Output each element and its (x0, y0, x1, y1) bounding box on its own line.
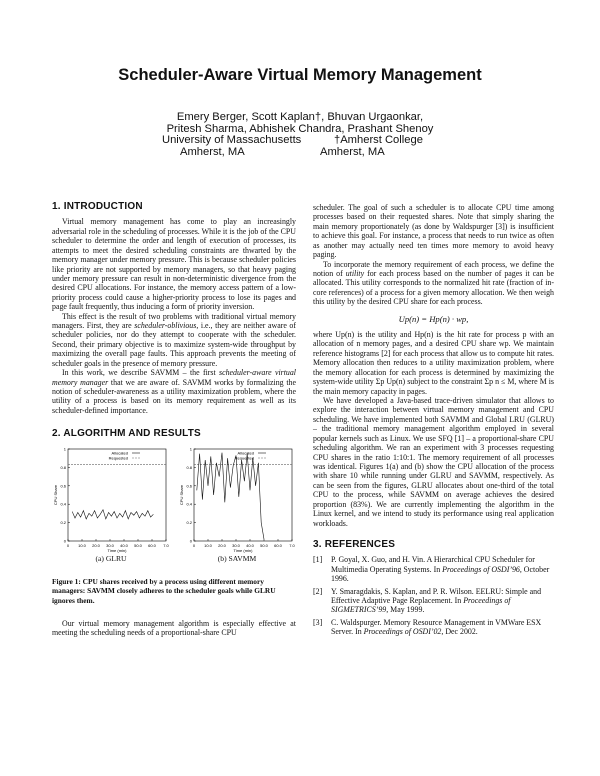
x-tick-label: 50.0 (260, 542, 268, 548)
y-tick-label: 0 (63, 538, 66, 544)
plot-frame (68, 449, 166, 541)
glru-chart (52, 445, 170, 553)
savmm-chart (178, 445, 296, 553)
legend-label-requested: Requested (234, 455, 254, 461)
legend-label-allocated: Allocated (237, 450, 254, 456)
right-paragraph-2: To incorporate the memory requirement of each process, we define the notion of utility for each process based on the number of pages it can be allocated. This utility corresponds to the normalized hit rate (fraction of in-core references) of a process for a given memory allocation. We then weigh this utility by the desired CPU share for each process. (313, 259, 554, 307)
x-tick-label: 0 (66, 542, 70, 548)
x-tick-label: 0 (192, 542, 196, 548)
x-tick-label: 10.0 (78, 542, 86, 548)
y-tick-label: 0.6 (60, 483, 66, 489)
section-heading-algorithm: 2. ALGORITHM AND RESULTS (52, 428, 201, 440)
x-tick-label: 30.0 (232, 542, 240, 548)
y-axis-label: CPU Share (179, 484, 184, 505)
intro-paragraph-3: In this work, we describe SAVMM – the first scheduler-aware virtual memory manager that we are aware of. SAVMM works by formalizing the notion of scheduler-awareness as a utility maximization problem, where the utility of a process is based on its memory requirement as well as its scheduler-defined importance. (52, 368, 296, 415)
y-tick-label: 0.4 (60, 501, 66, 507)
y-tick-label: 0.8 (60, 464, 66, 470)
x-tick-label: 7.0 (289, 542, 295, 548)
figure-1 (52, 445, 296, 563)
utility-equation: Up(n) = Hp(n) · wp, (398, 313, 469, 324)
y-axis-label: CPU Share (53, 484, 58, 505)
right-paragraph-4: We have developed a Java-based trace-driven simulator that allows to explore the interaction between virtual memory management and CPU scheduling. We have implemented both SAVMM and Global LRU (GLRU) – the traditional memory management algorithm employed in several popular kernels such as Linux. We use SFQ [1] – a proportional-share CPU scheduling algorithm. We ran an experiment with 3 processes requesting CPU shares in the ratio 1:10:1. The memory requirement of all processes was identical. Figures 1(a) and (b) show the CPU allocation of the process with share 10 while running under GLRU and SAVMM, respectively. As can be seen from the figures, GLRU allocates about one-third of the total CPU to the process, while SAVMM on average achieves the desired proportion (83%). We are currently implementing the algorithm in the Linux kernel, and we intend to study its performance using real application workloads. (313, 396, 554, 528)
figure-1a (52, 445, 170, 563)
affiliation-umass: University of Massachusetts (162, 134, 302, 147)
affiliation-amherst: †Amherst College (334, 134, 423, 147)
right-paragraph-1: scheduler. The goal of such a scheduler is to allocate CPU time among processes based on their requested shares. Note that simply sharing the main memory proportionately (as done by Waldspurger [3]) is insufficient to achieve this goal. For instance, a process that needs to run twice as often as another may actually need ten times more memory to avoid heavy paging. (313, 203, 554, 260)
x-tick-label: 30.0 (106, 542, 114, 548)
affiliation-line (0, 135, 600, 147)
x-tick-label: 40.0 (246, 542, 254, 548)
legend-label-allocated: Allocated (111, 450, 128, 456)
algo-paragraph-1: Our virtual memory management algorithm is especially effective at meeting the scheduling needs of a proportional-share CPU (52, 618, 296, 638)
city-1: Amherst, MA (180, 145, 245, 158)
y-tick-label: 1 (63, 446, 66, 452)
section-heading-references: 3. REFERENCES (313, 538, 396, 550)
x-tick-label: 40.0 (120, 542, 128, 548)
left-column (52, 202, 296, 638)
legend-label-requested: Requested (108, 455, 128, 461)
x-tick-label: 60.0 (274, 542, 282, 548)
intro-paragraph-1: Virtual memory management has come to play an increasingly adversarial role in the scheduling of processes. While it is the job of the CPU scheduler to determine the order and length of execution of processes, its attempts to meet the desired scheduling constraints are thwarted by the memory manager under memory pressure. This is because scheduler policies like priority are not supported by memory managers, so that heavy paging under memory pressure can result in non-deterministic divergence from the desired CPU allocations. For instance, the memory access pattern of a low-priority process could cause a higher-priority process to lose its pages and page fault frequently, thus inducing a form of priority inversion. (52, 217, 296, 312)
author-block (0, 112, 600, 158)
city-line (0, 147, 600, 159)
paper-title: Scheduler-Aware Virtual Memory Management (118, 66, 482, 84)
x-tick-label: 60.0 (148, 542, 156, 548)
figure-1b (178, 445, 296, 563)
y-tick-label: 0 (189, 538, 192, 544)
y-tick-label: 0.8 (186, 464, 192, 470)
author-line-2: Pritesh Sharma, Abhishek Chandra, Prashant Shenoy (166, 122, 434, 135)
x-tick-label: 7.0 (163, 542, 169, 548)
x-axis-label: Time (min) (107, 547, 127, 553)
x-tick-label: 20.0 (92, 542, 100, 548)
x-tick-label: 50.0 (134, 542, 142, 548)
x-tick-label: 10.0 (204, 542, 212, 548)
y-tick-label: 0.6 (186, 483, 192, 489)
x-axis-label: Time (min) (233, 547, 253, 553)
y-tick-label: 0.2 (186, 519, 192, 525)
series-allocated (197, 452, 264, 538)
reference-item: [3] C. Waldspurger. Memory Resource Management in VMWare ESX Server. In Proceedings of OSDI’02, Dec 2002. (313, 617, 542, 637)
plot-frame (194, 449, 292, 541)
right-column (313, 203, 554, 640)
x-tick-label: 20.0 (218, 542, 226, 548)
reference-item: [2] Y. Smaragdakis, S. Kaplan, and P. R. Wilson. EELRU: Simple and Effective Adaptive Page Replacement. In Proceedings of SIGMETRICS’99, May 1999. (313, 586, 542, 615)
y-tick-label: 1 (189, 446, 192, 452)
section-heading-introduction: 1. INTRODUCTION (52, 201, 143, 212)
figure-1b-caption: (b) SAVMM (217, 553, 257, 563)
author-line-1: Emery Berger, Scott Kaplan†, Bhuvan Urgaonkar, (176, 111, 424, 123)
y-tick-label: 0.4 (186, 501, 192, 507)
right-paragraph-3: where Up(n) is the utility and Hp(n) is the hit rate for process p with an allocation of n memory pages, and a desired CPU share wp. We maintain reference histograms [2] for each process that allow us to compute hit rates. Memory allocation then reduces to a utility maximization problem, where the memory allocation for each process is determined by maximizing the system-wide utility Σp Up(n) subject to the constraint Σp n ≤ M, where M is the main memory capacity in pages. (313, 330, 554, 396)
reference-item: [1] P. Goyal, X. Guo, and H. Vin. A Hierarchical CPU Scheduler for Multimedia Operating Systems. In Proceedings of OSDI’96, October 1996. (313, 555, 550, 584)
figure-1-caption: Figure 1: CPU shares received by a process using different memory managers: SAVMM closely adheres to the scheduler goals while GLRU ignores them. (52, 577, 276, 605)
city-2: Amherst, MA (320, 145, 385, 158)
series-allocated (72, 509, 153, 518)
figure-1a-caption: (a) GLRU (95, 553, 127, 563)
intro-paragraph-2: This effect is the result of two problems with traditional virtual memory managers. First, they are scheduler-oblivious, i.e., they are neither aware of scheduler policies, nor do they attempt to cooperate with the scheduler. Second, their primary objective is to maximize system-wide throughput by maximizing the overall page faults. This approach prevents the meeting of scheduler goals in the presence of memory pressure. (52, 311, 297, 368)
y-tick-label: 0.2 (60, 519, 66, 525)
reference-list (313, 555, 554, 636)
